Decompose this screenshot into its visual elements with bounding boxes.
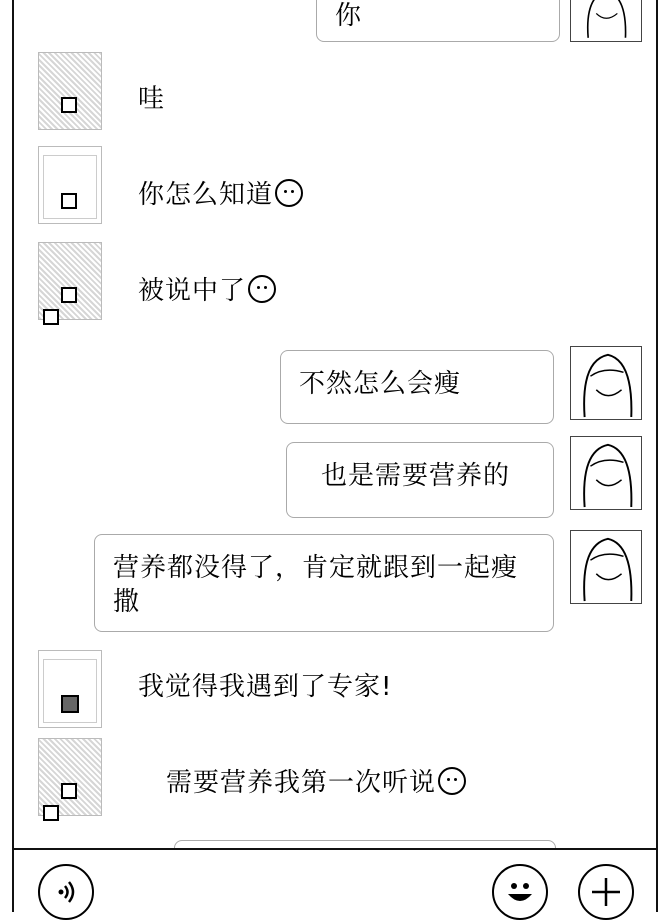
chat-message-list[interactable]	[14, 0, 656, 848]
self-avatar[interactable]	[570, 530, 642, 604]
message-text: 也是需要营养的	[321, 461, 511, 491]
message-bubble-outgoing[interactable]	[94, 534, 554, 632]
message-text: 你怎么知道	[138, 180, 274, 210]
message-bubble-incoming[interactable]	[166, 766, 466, 800]
contact-avatar[interactable]	[38, 738, 102, 816]
plus-icon	[590, 876, 622, 908]
smiley-emoji-icon	[275, 179, 303, 207]
input-toolbar	[14, 850, 656, 912]
message-text: 营养都没得了，肯定就跟到一起瘦撒	[113, 553, 519, 617]
message-text: 不然怎么会瘦	[299, 369, 462, 399]
message-text: 被说中了	[138, 276, 247, 306]
message-bubble-outgoing[interactable]	[286, 442, 554, 518]
message-bubble-incoming[interactable]	[138, 274, 276, 308]
message-bubble-incoming[interactable]	[138, 178, 303, 212]
smiley-emoji-icon	[248, 275, 276, 303]
smiley-emoji-icon	[438, 767, 466, 795]
emoji-icon	[500, 872, 540, 912]
contact-avatar[interactable]	[38, 146, 102, 224]
message-bubble-outgoing[interactable]	[280, 350, 554, 424]
message-bubble-outgoing[interactable]	[316, 0, 560, 42]
window-frame-right	[656, 0, 658, 912]
message-bubble-incoming[interactable]	[138, 82, 165, 116]
message-text: 需要营养我第一次听说	[166, 768, 437, 798]
voice-icon	[51, 877, 81, 907]
contact-avatar[interactable]	[38, 52, 102, 130]
contact-avatar[interactable]	[38, 242, 102, 320]
contact-avatar[interactable]	[38, 650, 102, 728]
message-bubble-incoming[interactable]	[138, 670, 392, 704]
message-text: 我觉得我遇到了专家!	[138, 672, 393, 702]
message-text: 哇	[138, 84, 166, 114]
self-avatar[interactable]	[570, 436, 642, 510]
self-avatar[interactable]	[570, 346, 642, 420]
message-bubble-outgoing-partial[interactable]	[174, 840, 556, 848]
self-avatar[interactable]	[570, 0, 642, 42]
message-text: 你	[335, 1, 363, 31]
